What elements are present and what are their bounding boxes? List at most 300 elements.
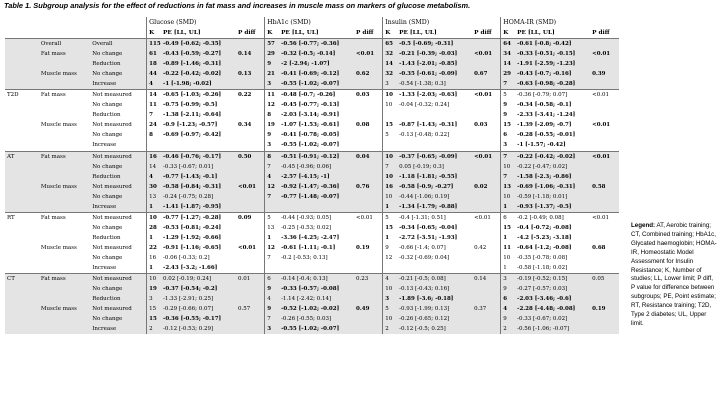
- cell-pdiff: <0.01: [472, 49, 501, 59]
- cell-pdiff: [236, 253, 265, 263]
- cell-pe: -0.49 [-0.62; -0.35]: [161, 39, 236, 50]
- cell-pdiff: [354, 314, 383, 324]
- row-measure-label: Fat mass: [39, 49, 90, 59]
- header-hba1c: HbA1c (SMD): [265, 17, 383, 28]
- cell-pdiff: 0.03: [354, 90, 383, 101]
- row-category-label: Not measured: [90, 304, 146, 314]
- cell-pdiff: 0.19: [356, 244, 370, 251]
- cell-pe: -2.33 [-3.41; -1.24]: [517, 112, 576, 119]
- cell-k: 57: [265, 39, 279, 50]
- cell-pdiff: [472, 110, 501, 120]
- cell-pdiff: <0.01: [592, 122, 611, 129]
- cell-pe: -1.34 [-1.79; -0.88]: [397, 202, 472, 213]
- cell-pe: -0.33 [-0.57; -0.08]: [279, 284, 354, 294]
- cell-pe: -0.77 [-1.48; -0.07]: [279, 192, 354, 202]
- cell-pdiff: [354, 110, 383, 120]
- cell-k: 14: [147, 162, 161, 172]
- cell-k: 5: [383, 304, 397, 314]
- cell-pdiff: [590, 130, 619, 140]
- table-row: [5, 151, 619, 162]
- cell-pdiff: 0.49: [354, 304, 383, 314]
- cell-pdiff: [236, 192, 265, 202]
- cell-pdiff: [354, 202, 383, 213]
- cell-pdiff: 0.01: [236, 274, 265, 285]
- cell-pdiff: [590, 172, 619, 182]
- cell-pe: -0.53 [-0.81; -0.24]: [163, 224, 222, 231]
- header-homa-ir: HOMA-IR (SMD): [501, 17, 619, 28]
- cell-k: 10: [147, 212, 161, 223]
- cell-pdiff: [472, 39, 501, 50]
- cell-pe: -0.21 [-0.5; 0.08]: [397, 274, 472, 285]
- row-group-label: [5, 79, 39, 90]
- cell-pe: -0.34 [-0.65; -0.04]: [399, 224, 458, 231]
- row-measure-label: [39, 110, 90, 120]
- row-measure-label: [39, 162, 90, 172]
- cell-pe: -0.55 [-1.02; -0.07]: [281, 142, 340, 149]
- cell-k: 2: [383, 324, 397, 334]
- cell-pe: -0.59 [-1.18; 0.01]: [515, 192, 590, 202]
- cell-pdiff: [236, 79, 265, 90]
- cell-k: 5: [383, 212, 397, 223]
- cell-pdiff: [354, 223, 383, 233]
- cell-pdiff: [236, 100, 265, 110]
- cell-pe: -0.35 [-0.78; 0.08]: [517, 255, 568, 261]
- cell-pdiff: [472, 263, 501, 274]
- cell-k: 12: [265, 182, 279, 192]
- cell-pdiff: 0.68: [592, 244, 606, 251]
- table-row: [5, 162, 619, 172]
- cell-pdiff: [236, 233, 265, 243]
- row-group-label: [5, 324, 39, 334]
- cell-k: 4: [147, 79, 161, 90]
- cell-pe: -1.29 [-1.92; -0.66]: [163, 234, 222, 241]
- cell-pe: -0.25 [-0.53; 0.02]: [281, 224, 332, 231]
- cell-pdiff: 0.58: [590, 182, 619, 192]
- cell-pe: -0.12 [-0.5; 0.25]: [397, 324, 472, 334]
- row-group-label: [5, 233, 39, 243]
- cell-pe: -1 [-1.57; -0.42]: [517, 142, 566, 149]
- row-group-label: [5, 253, 39, 263]
- table-row: [5, 314, 619, 324]
- cell-pdiff: [590, 79, 619, 90]
- row-group-label: [5, 172, 39, 182]
- cell-pe: -2.43 [-3.2; -1.66]: [163, 265, 218, 272]
- cell-k: 10: [501, 162, 515, 172]
- table-row: [5, 202, 619, 213]
- cell-pdiff: [472, 202, 501, 213]
- cell-k: 30: [147, 182, 161, 192]
- row-group-label: [5, 314, 39, 324]
- cell-pe: -0.35 [-0.61; -0.09]: [397, 69, 472, 79]
- cell-k: [265, 263, 279, 274]
- row-group-label: [5, 140, 39, 151]
- row-group-label: [5, 162, 39, 172]
- cell-pe: [397, 263, 472, 274]
- cell-pe: -0.93 [-1.99; 0.13]: [397, 304, 472, 314]
- cell-pe: -0.34 [-0.58; -0.1]: [517, 102, 572, 109]
- cell-pe: -0.26 [-0.65; 0.12]: [397, 314, 472, 324]
- cell-pe: -0.63 [-0.98; -0.28]: [515, 79, 590, 90]
- cell-k: 13: [501, 182, 515, 192]
- cell-pe: -0.58 [-0.84; -0.31]: [161, 182, 236, 192]
- cell-pdiff: [354, 284, 383, 294]
- row-category-label: Increase: [92, 265, 117, 272]
- cell-k: 7: [501, 79, 515, 90]
- row-category-label: Reduction: [90, 172, 146, 182]
- cell-pdiff: [236, 223, 265, 233]
- cell-k: 11: [265, 90, 279, 101]
- cell-pdiff: [590, 202, 619, 213]
- cell-pe: -0.45 [-0.77; -0.13]: [281, 102, 340, 109]
- header-pe: PE [LL, UL]: [161, 28, 236, 39]
- row-measure-label: [39, 100, 90, 110]
- row-group-label: [5, 294, 39, 304]
- row-category-label: Not measured: [90, 212, 146, 223]
- cell-pdiff: [472, 324, 501, 334]
- cell-k: 14: [147, 90, 161, 101]
- cell-pe: -0.65 [-1.03; -0.26]: [161, 90, 236, 101]
- row-category-label: No change: [90, 284, 146, 294]
- table-row: [5, 324, 619, 334]
- cell-k: 9: [501, 314, 515, 324]
- cell-k: 3: [501, 274, 515, 285]
- table-row: [5, 39, 619, 50]
- row-group-label: [5, 130, 39, 140]
- cell-pe: -0.58 [-0.9; -0.27]: [397, 182, 472, 192]
- cell-pe: -0.27 [-0.57; 0.03]: [515, 284, 590, 294]
- cell-pdiff: [590, 223, 619, 233]
- header-insulin: Insulin (SMD): [383, 17, 501, 28]
- cell-k: 3: [265, 140, 279, 151]
- row-category-label: No change: [92, 224, 123, 231]
- cell-k: 44: [147, 69, 161, 79]
- cell-pdiff: <0.01: [354, 49, 383, 59]
- cell-pe: -1.18 [-1.81; -0.55]: [397, 172, 472, 182]
- row-group-label: [5, 192, 39, 202]
- cell-pdiff: [236, 59, 265, 69]
- row-group-label: AT: [5, 151, 39, 162]
- cell-k: 3: [383, 294, 397, 304]
- row-measure-label: Muscle mass: [39, 304, 90, 314]
- cell-pe: -0.4 [-0.72; -0.08]: [517, 224, 572, 231]
- header-k: K: [501, 28, 515, 39]
- cell-k: 3: [383, 79, 397, 90]
- row-group-label: [5, 100, 39, 110]
- table-row: [5, 253, 619, 263]
- cell-pe: -0.45 [-0.96; 0.06]: [279, 162, 354, 172]
- row-measure-label: [39, 223, 90, 233]
- row-category-label: Not measured: [92, 244, 132, 251]
- cell-pe: -0.32 [-0.69; 0.04]: [399, 255, 450, 261]
- cell-pe: -1.58 [-2.3; -0.86]: [515, 172, 590, 182]
- cell-pdiff: [590, 39, 619, 50]
- row-category-label: Reduction: [90, 294, 146, 304]
- cell-pdiff: <0.01: [237, 244, 256, 251]
- cell-k: 3: [265, 79, 279, 90]
- cell-pe: -0.87 [-1.43; -0.31]: [399, 122, 458, 129]
- cell-pe: -1 [-1.98; -0.02]: [161, 79, 236, 90]
- cell-k: 6: [501, 212, 515, 223]
- cell-pdiff: 0.62: [354, 69, 383, 79]
- cell-pdiff: [590, 110, 619, 120]
- cell-k: 32: [383, 69, 397, 79]
- cell-pdiff: 0.57: [236, 304, 265, 314]
- cell-k: [265, 202, 279, 213]
- cell-pe: -0.61 [-1.11; -0.1]: [281, 244, 336, 251]
- cell-k: 6: [501, 294, 515, 304]
- cell-pe: -0.69 [-1.06; -0.31]: [515, 182, 590, 192]
- row-measure-label: [39, 192, 90, 202]
- row-group-label: [5, 243, 39, 253]
- cell-pdiff: [590, 284, 619, 294]
- table-row: [5, 243, 619, 253]
- cell-k: 8: [147, 130, 161, 140]
- row-measure-label: [39, 59, 90, 69]
- cell-pdiff: [472, 130, 501, 140]
- subgroup-table: [5, 17, 619, 334]
- cell-pdiff: [354, 263, 383, 274]
- cell-k: 10: [501, 192, 515, 202]
- row-category-label: Increase: [90, 79, 146, 90]
- cell-pdiff: [236, 172, 265, 182]
- table-row: [5, 59, 619, 69]
- cell-k: 13: [265, 223, 279, 233]
- row-category-label: Not measured: [90, 90, 146, 101]
- cell-pdiff: [354, 172, 383, 182]
- header-pdiff: P diff: [590, 28, 619, 39]
- row-category-label: Not measured: [90, 151, 146, 162]
- cell-pe: -4.2 [-5.23; -3.18]: [517, 234, 572, 241]
- cell-k: 4: [265, 172, 279, 182]
- cell-pdiff: 0.42: [474, 244, 487, 251]
- row-group-label: RT: [5, 212, 39, 223]
- cell-pe: -1.41 [-1.87; -0.95]: [161, 202, 236, 213]
- cell-k: 10: [147, 274, 161, 285]
- cell-pe: -1.33 [-2.03; -0.63]: [397, 90, 472, 101]
- cell-pdiff: [354, 100, 383, 110]
- cell-k: 1: [147, 233, 161, 243]
- cell-k: 5: [265, 212, 279, 223]
- cell-pdiff: 0.50: [236, 151, 265, 162]
- cell-k: 1: [147, 202, 161, 213]
- cell-pe: [279, 263, 354, 274]
- cell-k: 7: [501, 172, 515, 182]
- cell-k: 29: [265, 49, 279, 59]
- cell-pdiff: [472, 294, 501, 304]
- cell-pe: -0.77 [-1.27; -0.28]: [161, 212, 236, 223]
- cell-k: 15: [383, 223, 397, 233]
- cell-k: 7: [265, 253, 279, 263]
- cell-k: 22: [147, 243, 161, 253]
- cell-pdiff: [472, 253, 501, 263]
- header-pe: PE [LL, UL]: [279, 28, 354, 39]
- cell-k: 2: [147, 324, 161, 334]
- cell-pdiff: 0.14: [236, 49, 265, 59]
- cell-pdiff: [590, 253, 619, 263]
- row-category-label: No change: [92, 255, 123, 261]
- cell-pe: -0.75 [-0.99; -0.5]: [163, 102, 218, 109]
- row-category-label: No change: [90, 162, 146, 172]
- cell-k: 9: [501, 284, 515, 294]
- cell-pdiff: 0.13: [236, 69, 265, 79]
- row-group-label: [5, 284, 39, 294]
- row-measure-label: [39, 253, 90, 263]
- row-group-label: [5, 110, 39, 120]
- cell-pdiff: [354, 140, 383, 151]
- cell-pdiff: <0.01: [590, 90, 619, 101]
- cell-pe: -1.43 [-2.01; -0.85]: [397, 59, 472, 69]
- cell-k: 1: [383, 233, 397, 243]
- cell-pe: -0.5 [-0.69; -0.31]: [397, 39, 472, 50]
- cell-pdiff: 0.22: [236, 90, 265, 101]
- row-category-label: Not measured: [92, 122, 132, 129]
- cell-k: 9: [265, 304, 279, 314]
- cell-pdiff: [590, 294, 619, 304]
- cell-pe: -0.2 [-0.49; 0.08]: [515, 212, 590, 223]
- row-measure-label: Fat mass: [39, 151, 90, 162]
- header-pdiff: P diff: [472, 28, 501, 39]
- cell-k: 11: [147, 100, 161, 110]
- cell-k: 1: [265, 233, 279, 243]
- cell-pdiff: [590, 314, 619, 324]
- row-category-label: Overall: [90, 39, 146, 50]
- row-measure-label: Muscle mass: [39, 69, 90, 79]
- cell-k: 21: [265, 69, 279, 79]
- cell-pe: -0.46 [-0.76; -0.17]: [161, 151, 236, 162]
- cell-pe: -0.14 [-0.4; 0.13]: [279, 274, 354, 285]
- cell-pe: -0.22 [-0.42; -0.02]: [161, 69, 236, 79]
- cell-k: 15: [501, 120, 515, 130]
- cell-k: 10: [383, 90, 397, 101]
- cell-pdiff: [354, 253, 383, 263]
- cell-pdiff: [354, 324, 383, 334]
- cell-pe: -1.33 [-2.91; 0.25]: [161, 294, 236, 304]
- cell-pe: -0.29 [-0.66; 0.07]: [161, 304, 236, 314]
- cell-k: 6: [501, 130, 515, 140]
- row-category-label: Not measured: [90, 274, 146, 285]
- row-category-label: No change: [92, 102, 123, 109]
- header-pdiff: P diff: [236, 28, 265, 39]
- cell-k: 3: [501, 140, 515, 151]
- cell-k: 7: [501, 151, 515, 162]
- cell-pdiff: [590, 100, 619, 110]
- row-category-label: No change: [90, 49, 146, 59]
- row-category-label: Reduction: [92, 234, 121, 241]
- table-row: [5, 140, 619, 151]
- cell-pdiff: [354, 233, 383, 243]
- cell-k: 16: [147, 253, 161, 263]
- header-pe: PE [LL, UL]: [397, 28, 472, 39]
- cell-pdiff: [472, 162, 501, 172]
- row-measure-label: Overall: [39, 39, 90, 50]
- cell-k: 1: [501, 263, 515, 274]
- cell-pe: -0.32 [-0.5; -0.14]: [279, 49, 354, 59]
- cell-pe: 0.02 [-0.19; 0.24]: [161, 274, 236, 285]
- header-pdiff: P diff: [354, 28, 383, 39]
- cell-pe: 0.05 [-0.19; 0.3]: [397, 162, 472, 172]
- table-row: [5, 130, 619, 140]
- cell-k: 19: [147, 284, 161, 294]
- cell-pe: -0.58 [-1.18; 0.02]: [517, 265, 568, 272]
- cell-pdiff: <0.01: [590, 151, 619, 162]
- cell-pe: -0.36 [-0.79; 0.07]: [515, 90, 590, 101]
- cell-pe: -0.55 [-1.02; -0.07]: [279, 79, 354, 90]
- table-row: [5, 192, 619, 202]
- cell-k: 5: [383, 130, 397, 140]
- cell-pdiff: [590, 140, 619, 151]
- cell-pe: -0.13 [-0.48; 0.22]: [399, 132, 450, 139]
- row-measure-label: [39, 140, 90, 151]
- row-measure-label: Muscle mass: [39, 182, 90, 192]
- cell-pdiff: [354, 162, 383, 172]
- row-measure-label: Fat mass: [39, 90, 90, 101]
- table-row: [5, 304, 619, 314]
- cell-pdiff: <0.01: [236, 182, 265, 192]
- table-row: [5, 110, 619, 120]
- row-measure-label: [39, 79, 90, 90]
- row-category-label: Reduction: [92, 112, 121, 119]
- cell-pdiff: [354, 192, 383, 202]
- cell-pdiff: 0.08: [356, 122, 370, 129]
- row-group-label: CT: [5, 274, 39, 285]
- cell-pdiff: 0.34: [237, 122, 252, 129]
- cell-pe: -0.33 [-0.67; 0.02]: [515, 314, 590, 324]
- cell-k: 24: [147, 120, 161, 130]
- cell-pdiff: [354, 39, 383, 50]
- cell-pe: -0.4 [-1.31; 0.51]: [397, 212, 472, 223]
- cell-pe: -0.13 [-0.43; 0.16]: [397, 284, 472, 294]
- cell-pdiff: [354, 294, 383, 304]
- cell-pdiff: <0.01: [590, 49, 619, 59]
- cell-k: 9: [383, 243, 397, 253]
- cell-k: 16: [147, 151, 161, 162]
- table-row: [5, 263, 619, 274]
- row-category-label: Increase: [90, 324, 146, 334]
- cell-pdiff: 0.39: [590, 69, 619, 79]
- cell-k: 16: [383, 182, 397, 192]
- cell-k: 15: [147, 304, 161, 314]
- cell-pe: -0.22 [-0.47; 0.02]: [515, 162, 590, 172]
- cell-k: 7: [147, 110, 161, 120]
- cell-pe: -0.77 [-1.43; -0.1]: [161, 172, 236, 182]
- cell-pe: -0.04 [-0.32; 0.24]: [399, 102, 450, 109]
- cell-k: 64: [501, 39, 515, 50]
- cell-k: 8: [265, 151, 279, 162]
- cell-k: [383, 110, 397, 120]
- cell-k: [383, 140, 397, 151]
- row-group-label: [5, 202, 39, 213]
- table-body: [5, 39, 619, 335]
- cell-k: 15: [383, 120, 397, 130]
- row-category-label: Reduction: [90, 59, 146, 69]
- cell-pdiff: [354, 79, 383, 90]
- cell-pdiff: [472, 284, 501, 294]
- header-k: K: [265, 28, 279, 39]
- cell-pe: -0.92 [-1.47; -0.36]: [279, 182, 354, 192]
- cell-pdiff: [590, 263, 619, 274]
- cell-k: [383, 263, 397, 274]
- cell-k: 1: [501, 202, 515, 213]
- cell-k: 34: [501, 49, 515, 59]
- row-group-label: [5, 223, 39, 233]
- cell-pdiff: [472, 314, 501, 324]
- cell-pe: -0.56 [-0.77; -0.36]: [279, 39, 354, 50]
- row-category-label: Increase: [90, 202, 146, 213]
- cell-pe: -0.52 [-1.02; -0.02]: [279, 304, 354, 314]
- cell-pdiff: [236, 284, 265, 294]
- cell-pdiff: [236, 140, 265, 151]
- header-pe: PE [LL, UL]: [515, 28, 590, 39]
